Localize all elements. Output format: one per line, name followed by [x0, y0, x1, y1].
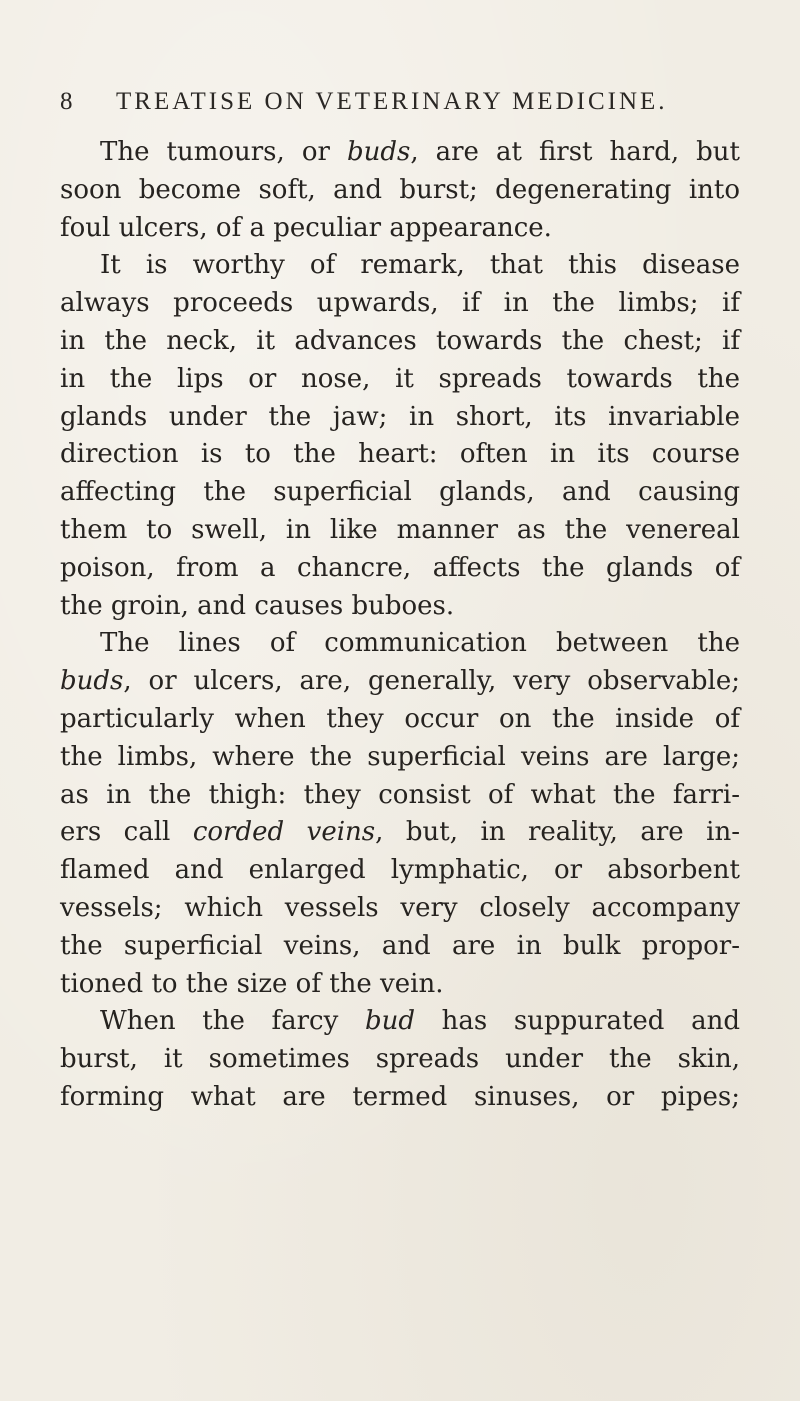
- body-text: [60, 134, 740, 1117]
- text-line: direction is to the heart: often in its course: [60, 439, 740, 470]
- text-line: When the farcy bud has suppurated and: [100, 1006, 740, 1037]
- text-line: buds, or ulcers, are, generally, very observable;: [60, 666, 740, 697]
- text-line: them to swell, in like manner as the venereal: [60, 514, 740, 545]
- running-head: [60, 88, 740, 128]
- italic-term: corded veins: [192, 817, 376, 848]
- text-line: tioned to the size of the vein.: [60, 968, 444, 999]
- text-line: the superficial veins, and are in bulk propor-: [60, 930, 740, 961]
- text-line: ers call corded veins, but, in reality, are in-: [60, 817, 741, 848]
- italic-term: buds: [346, 137, 411, 167]
- text-line: The lines of communication between the: [100, 628, 740, 659]
- text-line: The tumours, or buds, are at first hard, but: [100, 137, 740, 167]
- text-line: as in the thigh: they consist of what the farri-: [60, 779, 740, 810]
- text-line: affecting the superficial glands, and causing: [60, 477, 740, 508]
- text-line: in the neck, it advances towards the chest; if: [60, 325, 740, 356]
- text-line: glands under the jaw; in short, its invariable: [60, 401, 740, 432]
- text-line: forming what are termed sinuses, or pipes;: [60, 1081, 740, 1112]
- text-line: vessels; which vessels very closely accompany: [60, 892, 740, 923]
- page-number: 8: [60, 88, 76, 115]
- text-line: foul ulcers, of a peculiar appearance.: [60, 212, 552, 243]
- text-line: poison, from a chancre, affects the glands of: [60, 552, 740, 583]
- text-line: the limbs, where the superficial veins are large;: [60, 741, 740, 772]
- text-line: the groin, and causes buboes.: [60, 590, 455, 621]
- running-title: TREATISE ON VETERINARY MEDICINE.: [116, 88, 668, 115]
- text-line: burst, it sometimes spreads under the skin,: [60, 1044, 740, 1075]
- text-line: It is worthy of remark, that this disease: [100, 250, 740, 281]
- italic-term: bud: [364, 1006, 416, 1037]
- text-line: flamed and enlarged lymphatic, or absorbent: [60, 855, 740, 886]
- italic-term: buds: [60, 666, 124, 697]
- text-line: in the lips or nose, it spreads towards the: [60, 363, 740, 394]
- text-line: soon become soft, and burst; degenerating into: [60, 174, 740, 205]
- text-line: particularly when they occur on the inside of: [60, 703, 740, 734]
- text-line: always proceeds upwards, if in the limbs; if: [60, 288, 740, 319]
